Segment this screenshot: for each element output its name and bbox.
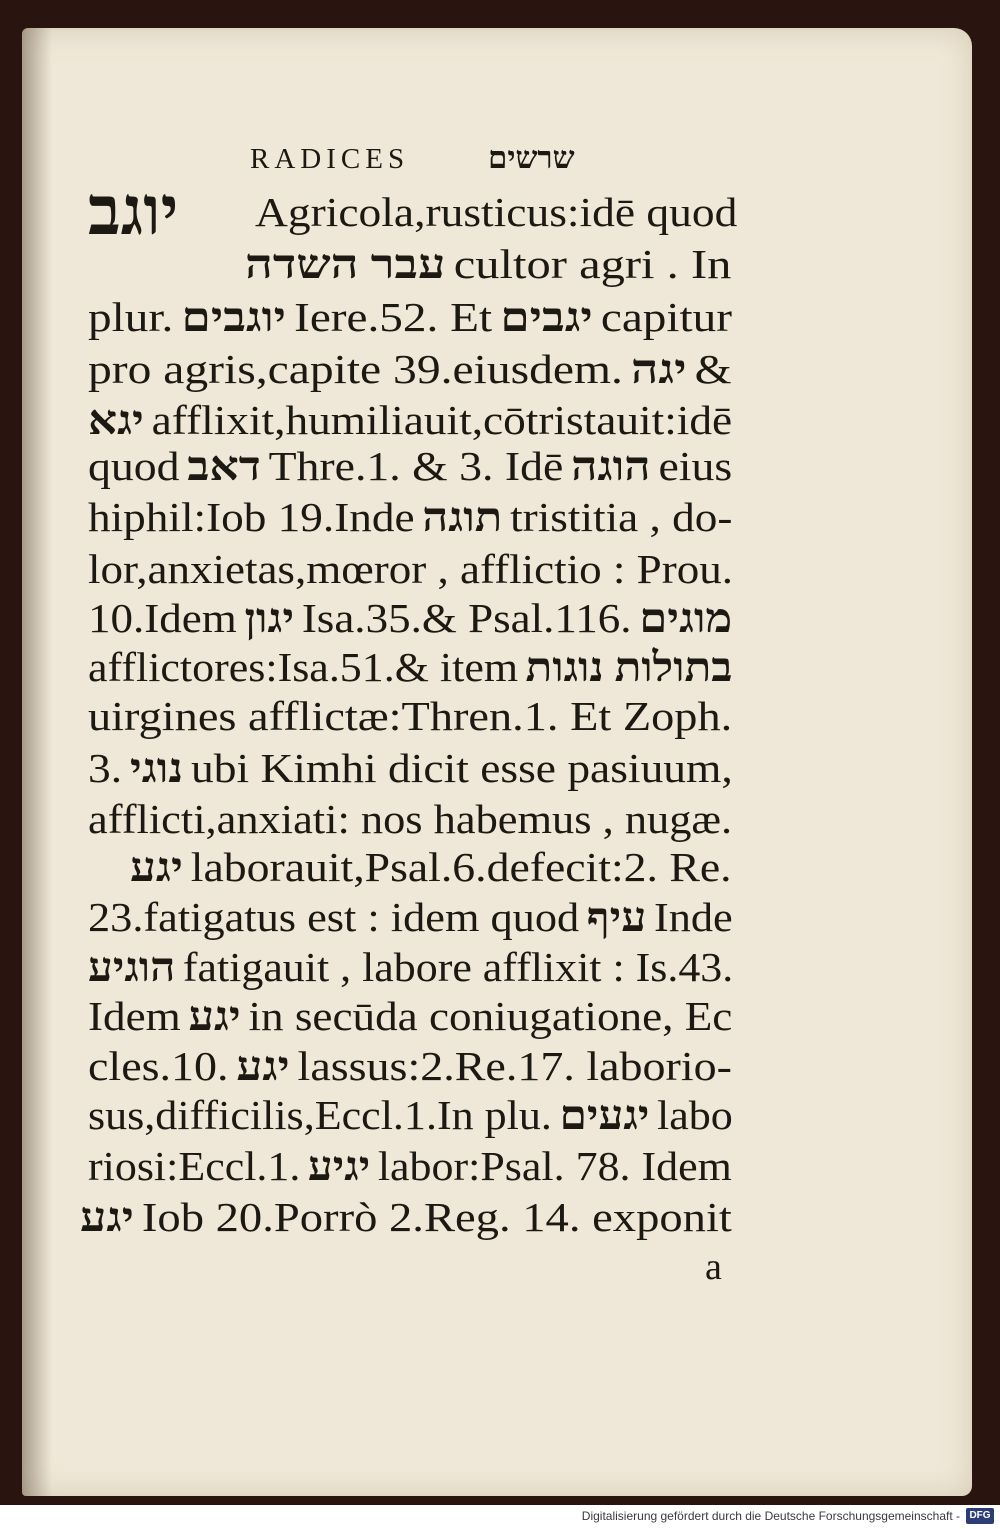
latin-text: Iere.52. Et xyxy=(294,294,493,340)
hebrew-word: יגע xyxy=(236,1043,290,1089)
running-head-latin: RADICES xyxy=(250,143,410,175)
text-line xyxy=(88,443,740,489)
latin-text: hiphil:Iob 19.Inde xyxy=(88,494,415,540)
latin-text: laborauit,Psal.6.defecit:2. Re. xyxy=(190,844,732,890)
hebrew-word: יגע xyxy=(130,844,183,890)
text-line xyxy=(88,494,740,540)
latin-text: eius xyxy=(658,443,733,489)
latin-text: tristitia , do- xyxy=(510,494,733,540)
latin-text: lor,anxietas,mœror , afflictio : Prou. xyxy=(88,546,733,592)
latin-text: uirgines afflictæ:Thren.1. Et Zoph. xyxy=(88,693,733,739)
text-line xyxy=(130,844,739,890)
text-line xyxy=(80,1194,740,1240)
latin-text: fatigauit , labore afflixit : Is.43. xyxy=(182,944,734,990)
latin-text: & xyxy=(694,346,732,392)
text-line xyxy=(88,595,740,641)
text-line xyxy=(88,1143,739,1189)
latin-text: ubi Kimhi dicit esse pasiuum, xyxy=(190,745,733,791)
latin-text: labor:Psal. 78. Idem xyxy=(377,1143,732,1189)
hebrew-word: יוגבים xyxy=(181,294,287,340)
text-line xyxy=(88,397,740,443)
text-line xyxy=(88,693,740,739)
latin-text: riosi:Eccl.1. xyxy=(88,1143,301,1189)
hebrew-word: עיף xyxy=(586,894,647,940)
latin-text: Idem xyxy=(88,993,181,1039)
latin-text: afflictores:Isa.51.& item xyxy=(88,644,519,690)
text-line xyxy=(88,894,740,940)
latin-text: quod xyxy=(88,443,180,489)
latin-text: 23.fatigatus est : idem quod xyxy=(88,894,580,940)
text-line xyxy=(255,189,745,235)
latin-text: Agricola,rusticus:idē quod xyxy=(255,189,738,235)
hebrew-word: מוגים xyxy=(639,595,733,641)
hebrew-word: יגע xyxy=(80,1194,134,1240)
text-line xyxy=(245,241,740,287)
hebrew-word: יגעים xyxy=(559,1092,650,1138)
footer-credit: Digitalisierung gefördert durch die Deutsche Forschungsgemeinschaft - xyxy=(581,1509,960,1523)
latin-text: 10.Idem xyxy=(88,595,237,641)
catchword: a xyxy=(705,1246,722,1288)
text-line xyxy=(88,644,740,690)
text-line xyxy=(88,745,741,791)
latin-text: pro agris,capite 39.eiusdem. xyxy=(88,346,623,392)
hebrew-word: יגע xyxy=(188,993,241,1039)
hebrew-word: בתולות נוגות xyxy=(525,644,733,690)
dfg-logo: DFG xyxy=(966,1508,994,1524)
entry-headword: יוגב xyxy=(88,173,179,249)
hebrew-word: יגון xyxy=(244,595,295,641)
latin-text: cles.10. xyxy=(88,1043,229,1089)
text-line xyxy=(88,993,740,1039)
latin-text: capitur xyxy=(600,294,733,340)
text-line xyxy=(88,1092,740,1138)
hebrew-word: יגיע xyxy=(307,1143,371,1189)
hebrew-word: הוגיע xyxy=(88,944,176,990)
hebrew-word: יגא xyxy=(88,397,144,443)
text-line xyxy=(88,796,740,842)
latin-text: lassus:2.Re.17. laborio- xyxy=(297,1043,732,1089)
latin-text: in secūda coniugatione, Ec xyxy=(248,993,733,1039)
text-line xyxy=(88,346,740,392)
latin-text: cultor agri . In xyxy=(453,241,732,287)
latin-text: Inde xyxy=(653,894,733,940)
latin-text: labo xyxy=(657,1092,733,1138)
latin-text: Iob 20.Porrò 2.Reg. 14. exponit xyxy=(141,1194,732,1240)
latin-text: 3. xyxy=(88,745,123,791)
latin-text: Thre.1. & 3. Idē xyxy=(268,443,564,489)
hebrew-word: דאב xyxy=(187,443,261,489)
text-line xyxy=(88,944,741,990)
latin-text: afflixit,humiliauit,cōtristauit:idē xyxy=(151,397,733,443)
hebrew-word: נוגי xyxy=(129,745,184,791)
hebrew-word: הוגה xyxy=(571,443,651,489)
running-head-hebrew: שרשים xyxy=(488,140,575,175)
latin-text: plur. xyxy=(88,294,174,340)
latin-text: Isa.35.& Psal.116. xyxy=(301,595,632,641)
hebrew-word: תוגה xyxy=(422,494,503,540)
text-line xyxy=(88,546,741,592)
latin-text: sus,difficilis,Eccl.1.In plu. xyxy=(88,1092,552,1138)
hebrew-word: עבר השדה xyxy=(245,241,446,287)
hebrew-word: יגה xyxy=(631,346,687,392)
text-line xyxy=(88,1043,740,1089)
hebrew-word: יגבים xyxy=(500,294,593,340)
text-line xyxy=(88,294,740,340)
page-gutter-shadow xyxy=(22,28,52,1496)
latin-text: afflicti,anxiati: nos habemus , nugæ. xyxy=(88,796,733,842)
